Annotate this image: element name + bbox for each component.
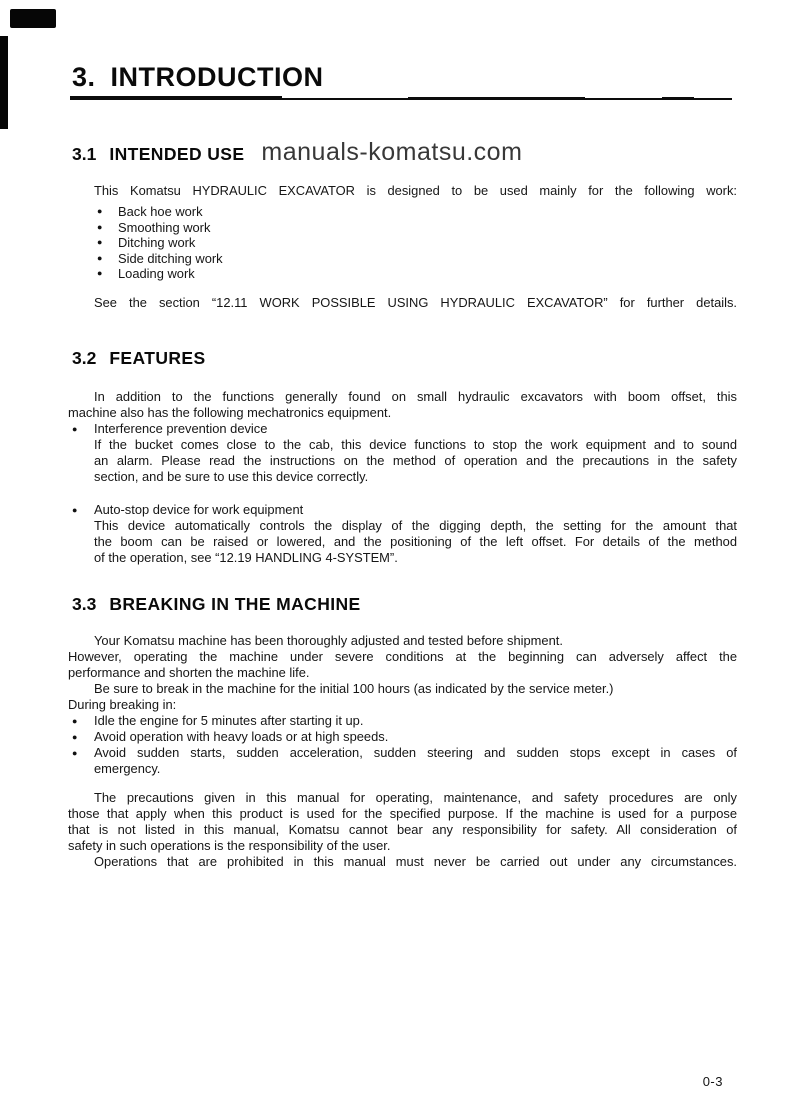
list-item <box>97 251 737 267</box>
body-line: safety in such operations is the responsibility of the user. <box>68 837 391 853</box>
see-also-note: See the section “12.11 WORK POSSIBLE USING HYDRAULIC EXCAVATOR” for further details. <box>94 294 737 310</box>
bullet-icon: ● <box>97 268 103 279</box>
underline-segment <box>662 97 694 100</box>
bullet-icon: ● <box>72 747 78 758</box>
body-line: the boom can be raised or lowered, and the positioning of the left offset. For details of the method <box>94 533 737 549</box>
underline-segment <box>408 97 585 100</box>
list-item-label: Smoothing work <box>118 219 211 235</box>
section-title: FEATURES <box>109 347 206 368</box>
list-item-label: Side ditching work <box>118 250 223 266</box>
rule-text: Avoid sudden starts, sudden acceleration, sudden steering and sudden stops except in cases of <box>94 744 737 760</box>
section-number: 3.2 <box>72 347 97 368</box>
body-line: machine also has the following mechatronics equipment. <box>68 404 392 420</box>
watermark-text: manuals-komatsu.com <box>261 138 523 166</box>
body-line: Your Komatsu machine has been thoroughly adjusted and tested before shipment. <box>94 632 563 648</box>
body-line: emergency. <box>94 760 161 776</box>
scan-mark-left-edge <box>0 36 8 129</box>
bullet-icon: ● <box>72 504 78 515</box>
section-heading-breaking-in <box>72 593 737 619</box>
feature-item-title: Interference prevention device <box>94 420 268 436</box>
chapter-underline <box>70 96 732 103</box>
bullet-icon: ● <box>97 237 103 248</box>
body-line: those that apply when this product is used for the specified purpose. If the machine is used for a purpose <box>68 805 737 821</box>
list-item <box>97 204 737 220</box>
feature-item <box>72 421 737 437</box>
list-item <box>97 220 737 236</box>
body-line: During breaking in: <box>68 696 177 712</box>
chapter-title: INTRODUCTION <box>110 62 324 92</box>
feature-item-title: Auto-stop device for work equipment <box>94 501 304 517</box>
feature-item <box>72 502 737 518</box>
section-heading-intended-use <box>72 138 737 167</box>
bullet-icon: ● <box>97 221 103 232</box>
body-line: This Komatsu HYDRAULIC EXCAVATOR is designed to be used mainly for the following work: <box>94 183 737 198</box>
list-item <box>97 235 737 251</box>
section-number: 3.1 <box>72 144 97 164</box>
list-item-label: Back hoe work <box>118 204 203 219</box>
section-title: INTENDED USE <box>109 144 245 164</box>
rule-text: Avoid operation with heavy loads or at high speeds. <box>94 728 389 744</box>
rule-text: Idle the engine for 5 minutes after starting it up. <box>94 712 364 728</box>
body-line: Be sure to break in the machine for the initial 100 hours (as indicated by the service meter.) <box>94 680 614 696</box>
bullet-icon: ● <box>97 206 103 216</box>
scan-mark-top-left <box>10 9 56 28</box>
bullet-icon: ● <box>72 423 78 434</box>
breaking-rule-item <box>72 729 737 745</box>
body-line: section, and be sure to use this device correctly. <box>94 468 369 484</box>
work-type-list <box>68 204 737 282</box>
underline-segment <box>280 98 410 100</box>
chapter-header <box>72 62 737 92</box>
body-line: This device automatically controls the display of the digging depth, the setting for the amount that <box>94 517 737 533</box>
list-item <box>97 266 737 282</box>
body-line: that is not listed in this manual, Komatsu cannot bear any responsibility for safety. All consideration of <box>68 821 737 837</box>
breaking-rule-item <box>72 745 737 761</box>
section-title: BREAKING IN THE MACHINE <box>109 593 361 614</box>
chapter-number: 3. <box>72 62 96 92</box>
underline-segment <box>583 98 732 100</box>
body-line: an alarm. Please read the instructions on the method of operation and the precautions in the safety <box>94 452 737 468</box>
body-line: Operations that are prohibited in this manual must never be carried out under any circumstances. <box>94 853 737 869</box>
section-heading-features <box>72 347 737 373</box>
page-number: 0-3 <box>702 1074 723 1089</box>
body-line: of the operation, see “12.19 HANDLING 4-SYSTEM”. <box>94 549 398 565</box>
breaking-rule-item <box>72 713 737 729</box>
body-line: In addition to the functions generally found on small hydraulic excavators with boom offset, this <box>94 388 737 404</box>
bullet-icon: ● <box>72 731 78 742</box>
body-line: However, operating the machine under severe conditions at the beginning can adversely affect the <box>68 648 737 664</box>
list-item-label: Ditching work <box>118 235 196 251</box>
body-line: The precautions given in this manual for operating, maintenance, and safety procedures are only <box>94 789 737 805</box>
body-line: If the bucket comes close to the cab, this device functions to stop the work equipment and to sound <box>94 436 737 452</box>
underline-segment <box>70 96 282 100</box>
body-line: performance and shorten the machine life. <box>68 664 310 680</box>
list-item-label: Loading work <box>118 266 195 282</box>
section-number: 3.3 <box>72 593 97 614</box>
bullet-icon: ● <box>97 252 103 263</box>
bullet-icon: ● <box>72 715 78 726</box>
